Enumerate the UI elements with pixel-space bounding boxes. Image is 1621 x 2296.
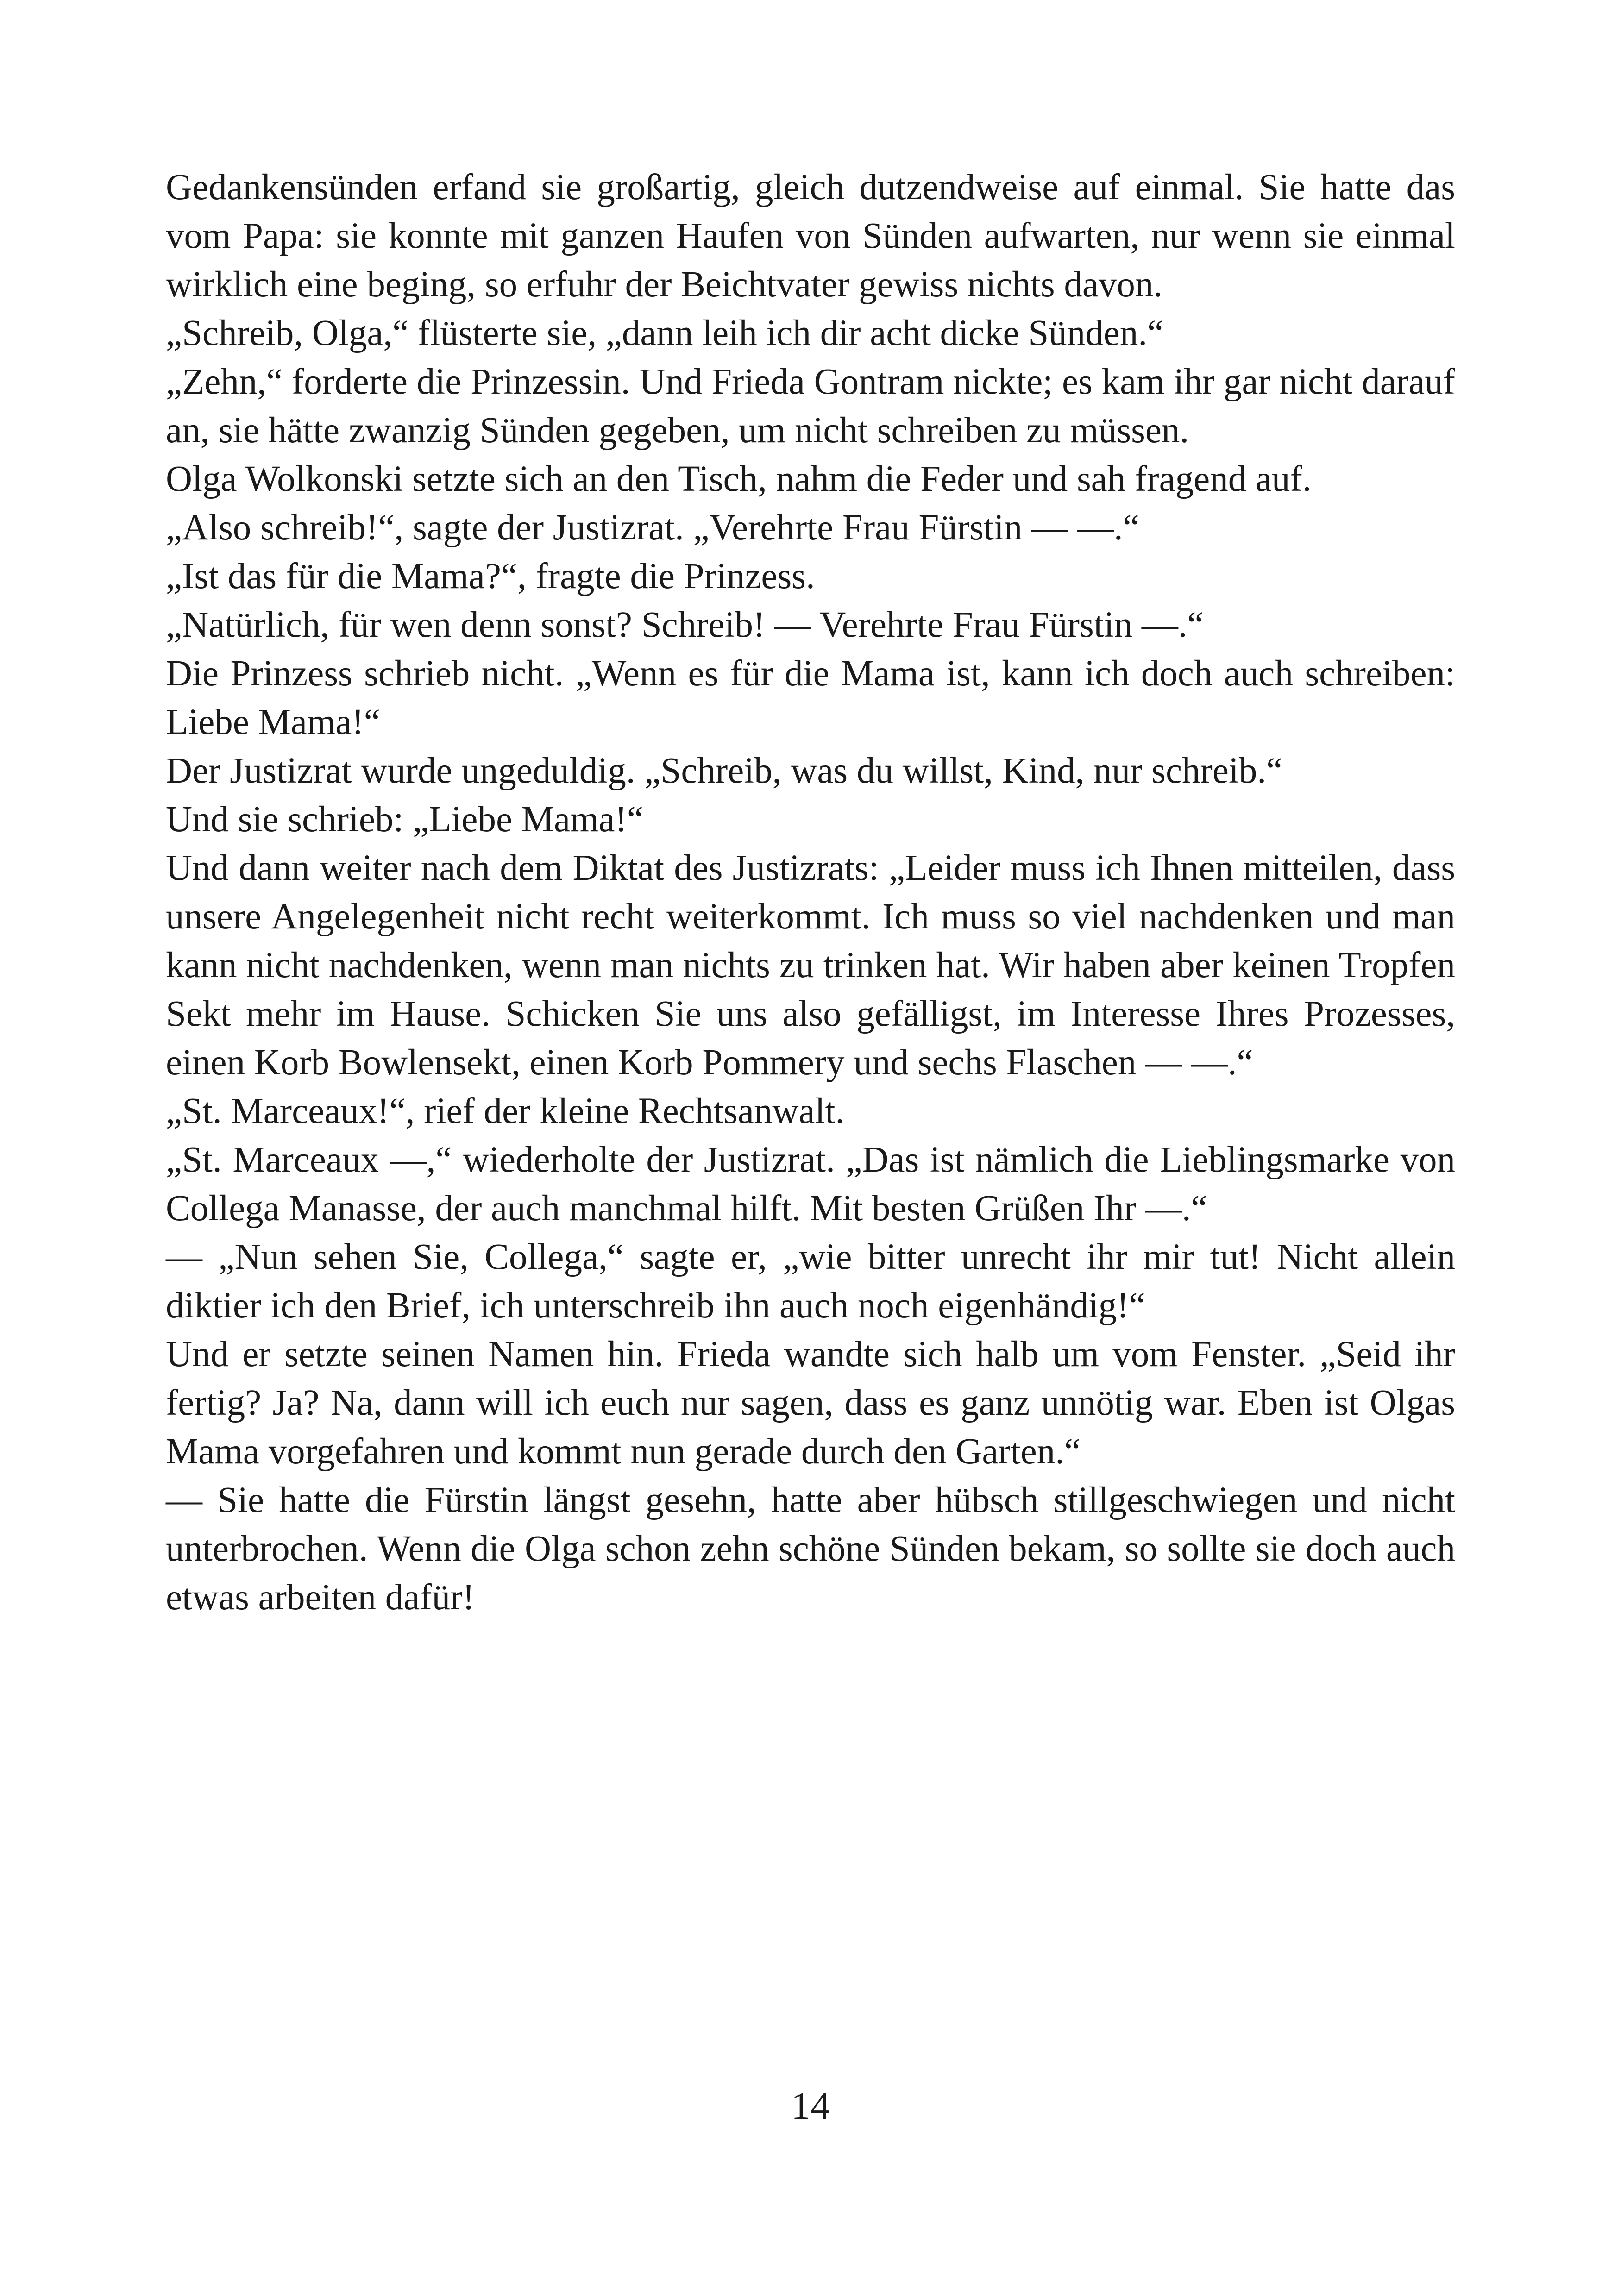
paragraph: „Schreib, Olga,“ flüsterte sie, „dann leih ich dir acht dicke Sünden.“ bbox=[166, 313, 1164, 353]
paragraph: Die Prinzess schrieb nicht. „Wenn es für die Mama ist, kann ich doch auch schreiben: Liebe Mama!“ bbox=[166, 653, 1455, 742]
paragraph: „St. Marceaux!“, rief der kleine Rechtsanwalt. bbox=[166, 1091, 845, 1131]
paragraph: „Natürlich, für wen denn sonst? Schreib! — Verehrte Frau Fürstin —.“ bbox=[166, 605, 1204, 645]
paragraph: Und dann weiter nach dem Diktat des Justizrats: „Leider muss ich Ihnen mitteilen, dass unsere Angelegenheit nicht recht weiterkommt. Ich muss so viel nachdenken und man kann nicht nachdenken, wenn man nichts zu trinken hat. Wir haben aber keinen Tropfen Sekt mehr im Hause. Schicken Sie uns also gefälligst, im Interesse Ihres Prozesses, einen Korb Bowlensekt, einen Korb Pommery und sechs Flaschen — —.“ bbox=[166, 848, 1455, 1083]
paragraph: Gedankensünden erfand sie großartig, gleich dutzendweise auf einmal. Sie hatte das vom Papa: sie konnte mit ganzen Haufen von Sünden aufwarten, nur wenn sie einmal wirklich eine beging, so erfuhr der Beichtvater gewiss nichts davon. bbox=[166, 167, 1455, 305]
paragraph: „Zehn,“ forderte die Prinzessin. Und Frieda Gontram nickte; es kam ihr gar nicht darauf an, sie hätte zwanzig Sünden gegeben, um nicht schreiben zu müssen. bbox=[166, 362, 1455, 451]
paragraph: „Also schreib!“, sagte der Justizrat. „Verehrte Frau Fürstin — —.“ bbox=[166, 508, 1139, 548]
paragraph: — Sie hatte die Fürstin längst gesehn, hatte aber hübsch stillgeschwiegen und nicht unterbrochen. Wenn die Olga schon zehn schöne Sünden bekam, so sollte sie doch auch etwas arbeiten dafür! bbox=[166, 1480, 1455, 1618]
paragraph: Olga Wolkonski setzte sich an den Tisch, nahm die Feder und sah fragend auf. bbox=[166, 459, 1312, 499]
paragraph: Und sie schrieb: „Liebe Mama!“ bbox=[166, 799, 643, 840]
body-text bbox=[166, 163, 1455, 1622]
paragraph: Und er setzte seinen Namen hin. Frieda wandte sich halb um vom Fenster. „Seid ihr fertig? Ja? Na, dann will ich euch nur sagen, dass es ganz unnötig war. Eben ist Olgas Mama vorgefahren und kommt nun gerade durch den Garten.“ bbox=[166, 1334, 1455, 1472]
page-number: 14 bbox=[791, 2084, 830, 2127]
paragraph: — „Nun sehen Sie, Collega,“ sagte er, „wie bitter unrecht ihr mir tut! Nicht allein diktier ich den Brief, ich unterschreib ihn auch noch eigenhändig!“ bbox=[166, 1237, 1455, 1326]
paragraph: Der Justizrat wurde ungeduldig. „Schreib, was du willst, Kind, nur schreib.“ bbox=[166, 751, 1283, 791]
paragraph: „St. Marceaux —,“ wiederholte der Justizrat. „Das ist nämlich die Lieblingsmarke von Collega Manasse, der auch manchmal hilft. Mit besten Grüßen Ihr —.“ bbox=[166, 1140, 1455, 1229]
paragraph: „Ist das für die Mama?“, fragte die Prinzess. bbox=[166, 556, 815, 596]
